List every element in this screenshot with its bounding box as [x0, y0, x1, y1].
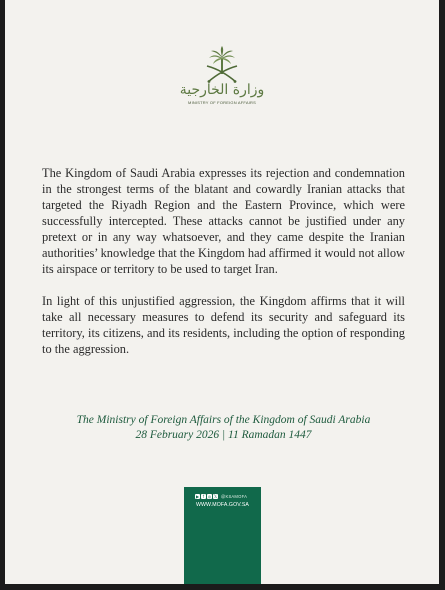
youtube-icon[interactable]: ▶: [195, 494, 200, 499]
instagram-icon[interactable]: ◎: [207, 494, 212, 499]
statement-paragraph-2: In light of this unjustified aggression, the Kingdom affirms that it will take all necessary measures to defend its security and safeguard its territory, its citizens, and its residents, including the option of responding to the aggression.: [42, 294, 405, 356]
facebook-icon[interactable]: f: [202, 494, 205, 499]
signature-block: [42, 413, 405, 443]
contact-tab: [184, 487, 261, 584]
website-link[interactable]: WWW.MOFA.GOV.SA: [196, 502, 249, 508]
statement-paragraph-1: The Kingdom of Saudi Arabia expresses its rejection and condemnation in the strongest terms of the blatant and cowardly Iranian attacks that targeted the Riyadh Region and the Eastern Province, which were successfully intercepted. These attacks cannot be justified under any pretext or in any way whatsoever, and they came despite the Iranian authorities’ knowledge that the Kingdom had affirmed it would not allow its airspace or territory to be used to target Iran.: [42, 166, 405, 276]
statement-body: [42, 165, 405, 373]
saudi-emblem-icon: [204, 44, 240, 86]
ministry-english-name: MINISTRY OF FOREIGN AFFAIRS: [188, 100, 256, 105]
statement-page: [5, 0, 439, 584]
ministry-arabic-name: وزارة الخارجية: [179, 82, 265, 98]
x-icon[interactable]: 𝕏: [213, 494, 218, 499]
social-handle[interactable]: @KSAMOFA: [221, 494, 248, 499]
signature-date: 28 February 2026 | 11 Ramadan 1447: [135, 429, 312, 441]
frame-border: [0, 584, 445, 590]
social-links: [195, 494, 247, 499]
signature-ministry: The Ministry of Foreign Affairs of the Kingdom of Saudi Arabia: [76, 414, 371, 426]
